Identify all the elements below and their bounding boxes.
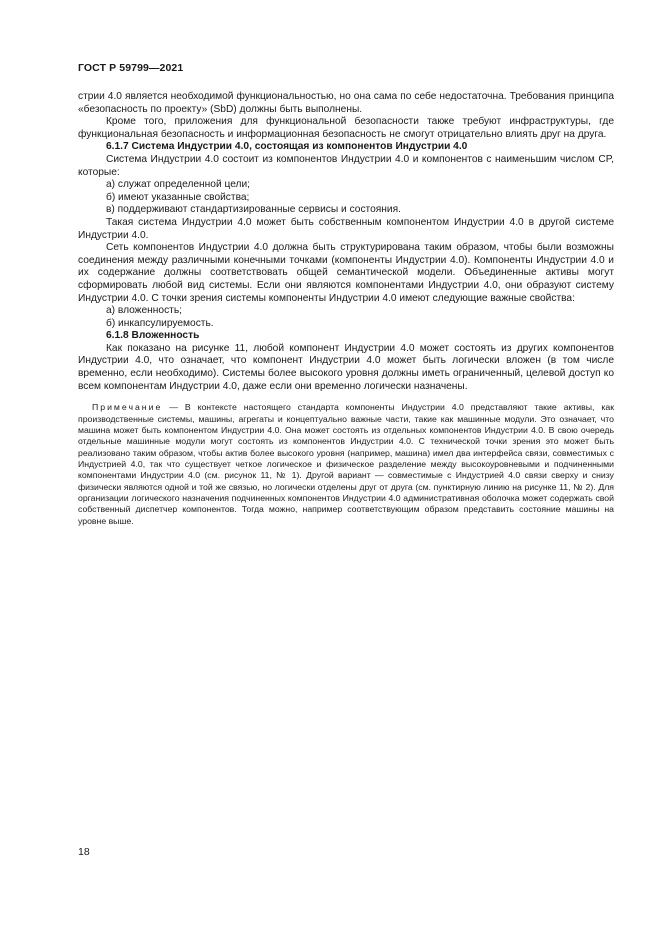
list-item: б) имеют указанные свойства; (106, 191, 250, 203)
document-body (78, 91, 614, 527)
section-heading-6-1-8: 6.1.8 Вложенность (106, 330, 200, 342)
paragraph: Как показано на рисунке 11, любой компонент Индустрии 4.0 может состоять из других компонентов Индустрии 4.0, что означает, что компонент Индустрии 4.0 может быть логически вложен (в том числе временно, если необходимо). Системы более высокого уровня должны иметь ограниченный, целевой доступ ко всем компонентам Индустрии 4.0, даже если они временно логически назначены. (78, 342, 614, 392)
paragraph: Система Индустрии 4.0 состоит из компонентов Индустрии 4.0 и компонентов с наименьшим числом CP, которые: (78, 153, 614, 178)
list-item: а) служат определенной цели; (106, 179, 251, 191)
section-heading-6-1-7: 6.1.7 Система Индустрии 4.0, состоящая из компонентов Индустрии 4.0 (106, 141, 468, 153)
list-item: а) вложенность; (106, 305, 182, 317)
paragraph: Такая система Индустрии 4.0 может быть собственным компонентом Индустрии 4.0 в другой системе Индустрии 4.0. (78, 216, 614, 241)
paragraph: стрии 4.0 является необходимой функциональностью, но она сама по себе недостаточна. Требования принципа «безопасность по проекту» (SbD) должны быть выполнены. (78, 91, 614, 115)
document-header: ГОСТ Р 59799—2021 (78, 62, 184, 74)
paragraph: Кроме того, приложения для функциональной безопасности также требуют инфраструктуры, где функциональная безопасность и информационная безопасность не смогут отрицательно влиять друг на друга. (78, 116, 614, 140)
page-number: 18 (78, 846, 90, 858)
paragraph: Сеть компонентов Индустрии 4.0 должна быть структурирована таким образом, чтобы были возможны соединения между различными конечными точками (компоненты Индустрии 4.0). Компоненты Индустрии 4.0 и их содержание должны соответствовать общей семантической модели. Объединенные активы могут сформировать любой вид системы. Если они являются компонентами Индустрии 4.0, они образуют систему Индустрии 4.0. С точки зрения системы компоненты Индустрии 4.0 имеют следующие важные свойства: (78, 242, 614, 304)
list-item: в) поддерживают стандартизированные сервисы и состояния. (106, 204, 401, 216)
note-label: Примечание (92, 402, 163, 413)
list-item: б) инкапсулируемость. (106, 317, 214, 329)
note-text: — В контексте настоящего стандарта компоненты Индустрии 4.0 представляют такие активы, как производственные системы, машины, агрегаты и концептуально важные части, такие как машинные модули. Это означает, что машина может быть компонентом Индустрии 4.0. Она может состоять из отдельных компонентов Индустрии 4.0. В свою очередь отдельные машинные модули могут состоять из компонентов Индустрии 4.0. С технической точки зрения это может быть реализовано таким образом, чтобы актив более высокого уровня (например, машина) имел два интерфейса связи, совместимых с Индустрией 4.0, так что существует четкое логическое и физическое разделение между высокоуровневыми и подчиненными компонентами Индустрии 4.0 (см. рисунок 11, № 1). Другой вариант — совместимые с Индустрией 4.0 связи сверху и снизу физически являются одной и той же связью, но логически отделены друг от друга (см. пунктирную линию на рисунке 11, № 2). Для организации логического назначения подчиненных компонентов Индустрии 4.0 административная оболочка может содержать свой собственный диспетчер компонентов. Тогда можно, например соответствующим образом представить состояние машины на уровне выше. (78, 402, 614, 526)
note-block (78, 402, 614, 527)
